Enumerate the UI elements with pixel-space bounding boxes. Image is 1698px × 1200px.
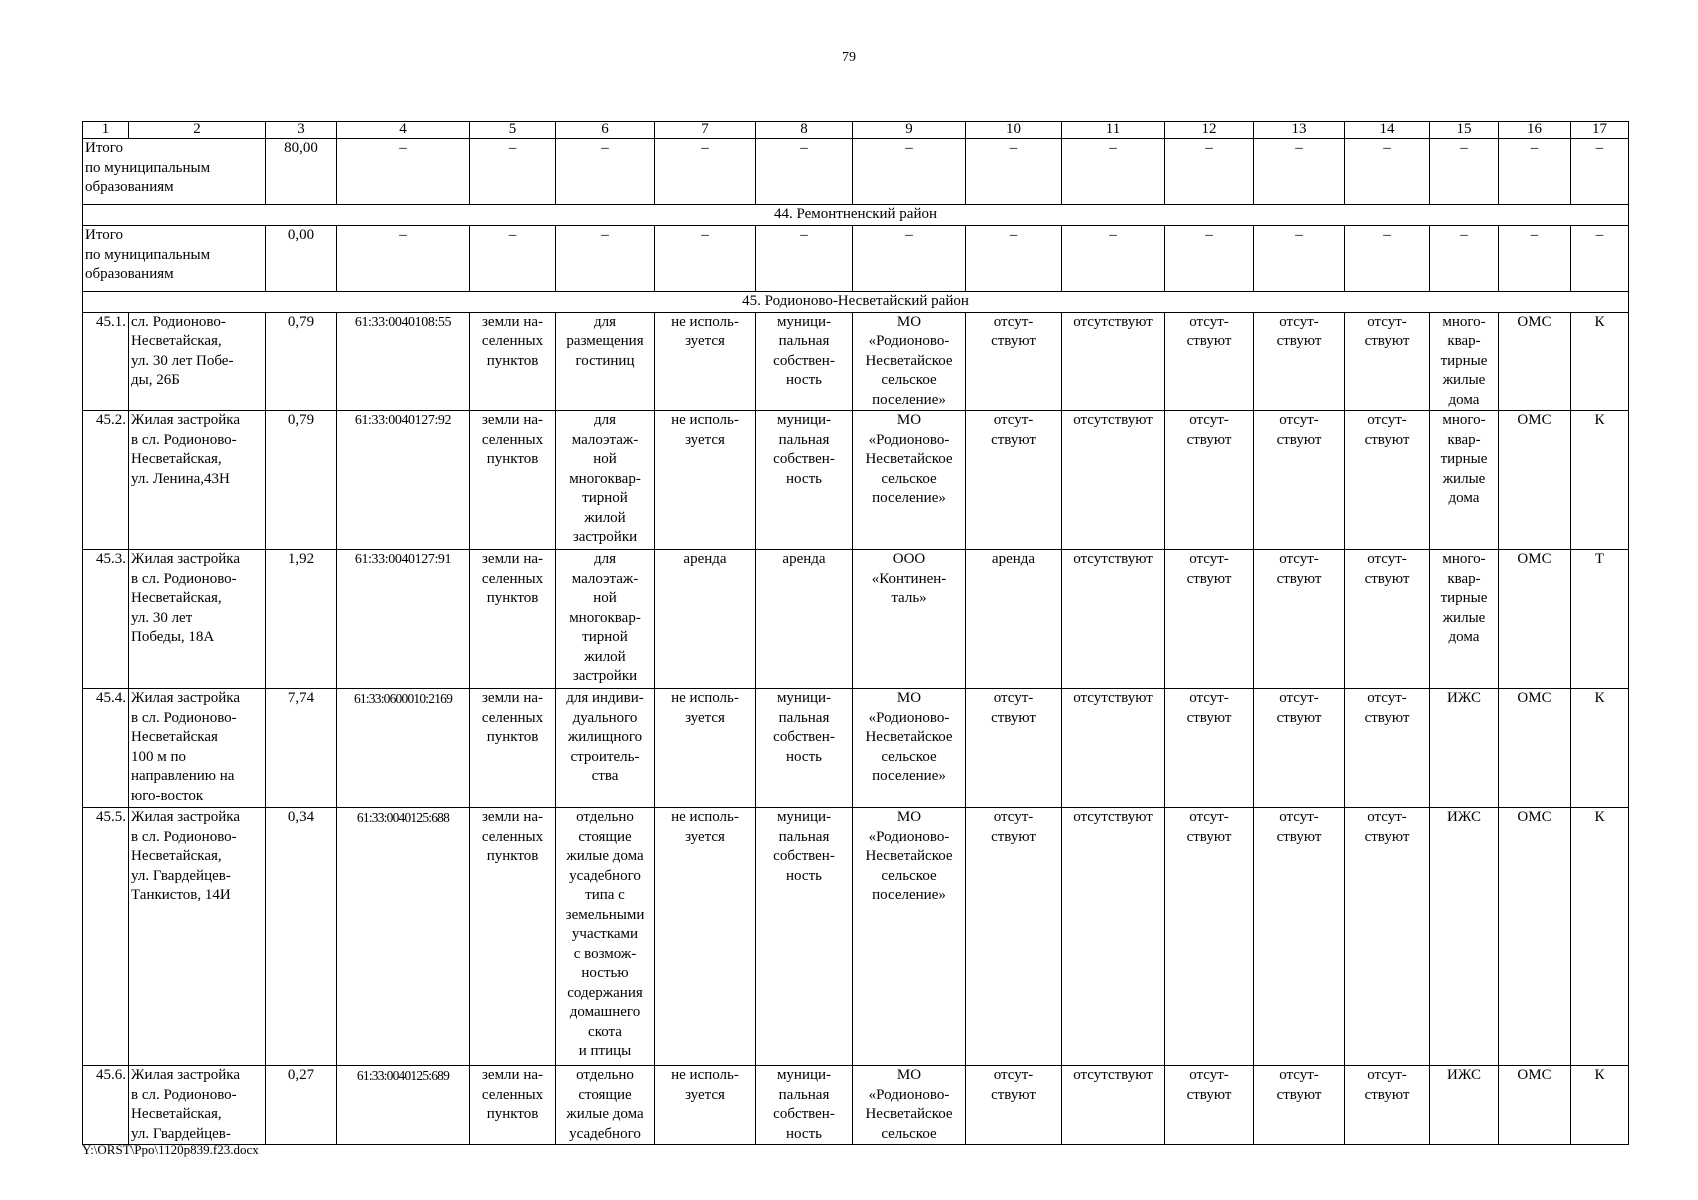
section-row-45 — [83, 292, 1629, 313]
plot-area: 0,79 — [266, 312, 337, 411]
column-number: 1 — [83, 122, 129, 139]
authority: ОМС — [1499, 1066, 1571, 1145]
column-12-value: отсут- ствуют — [1186, 1067, 1232, 1103]
owner: МО «Родионово- Несветайское сельское поселение» — [865, 690, 953, 784]
cadastral-number: 61:33:0040108:55 — [337, 312, 470, 411]
dash-cell: – — [556, 139, 655, 205]
ownership-form: муници- пальная собствен- ность — [773, 412, 835, 487]
column-number: 9 — [853, 122, 966, 139]
dash-cell: – — [1345, 139, 1430, 205]
column-number: 16 — [1499, 122, 1571, 139]
land-category: земли на- селенных пунктов — [481, 551, 544, 606]
column-14-value: отсут- ствуют — [1364, 551, 1410, 587]
dash-cell: – — [655, 139, 756, 205]
total-area: 80,00 — [266, 139, 337, 205]
column-12-value: отсут- ствуют — [1186, 313, 1232, 349]
table-row — [83, 808, 1629, 1066]
column-13-value: отсут- ствуют — [1276, 1067, 1322, 1103]
authority: ОМС — [1499, 312, 1571, 411]
section-row-44 — [83, 205, 1629, 226]
authority: ОМС — [1499, 808, 1571, 1066]
encumbrances: отсут- ствуют — [991, 1067, 1036, 1103]
row-number: 45.5. — [83, 808, 129, 1066]
column-number: 14 — [1345, 122, 1430, 139]
dash-cell: – — [1499, 226, 1571, 292]
column-13-value: отсут- ствуют — [1276, 551, 1322, 587]
dash-cell: – — [337, 226, 470, 292]
table-row — [83, 411, 1629, 550]
permitted-use: для малоэтаж- ной многоквар- тирной жилой застройки — [569, 551, 641, 684]
usage-status: аренда — [683, 551, 727, 567]
type-code: К — [1571, 689, 1629, 808]
column-12-value: отсут- ствуют — [1186, 809, 1232, 845]
land-plots-table-wrap — [82, 121, 1628, 1145]
building-type: ИЖС — [1447, 1067, 1481, 1083]
column-13-value: отсут- ствуют — [1276, 412, 1322, 448]
column-number: 5 — [470, 122, 556, 139]
plot-address: Жилая застройка в сл. Родионово- Несветайская, ул. 30 лет Победы, 18А — [131, 551, 240, 645]
permitted-use: отдельно стоящие жилые дома усадебного типа с земельными участками с возмож- ностью содержания домашнего скота и птицы — [565, 809, 645, 1059]
encumbrances: аренда — [991, 551, 1036, 567]
type-code: К — [1571, 411, 1629, 550]
dash-cell: – — [470, 139, 556, 205]
dash-cell: – — [1430, 226, 1499, 292]
restrictions: отсутствуют — [1062, 550, 1165, 689]
dash-cell: – — [1499, 139, 1571, 205]
dash-cell: – — [756, 139, 853, 205]
dash-cell: – — [337, 139, 470, 205]
row-number: 45.6. — [83, 1066, 129, 1145]
building-type: ИЖС — [1447, 690, 1481, 706]
total-area: 0,00 — [266, 226, 337, 292]
dash-cell: – — [1571, 139, 1629, 205]
dash-cell: – — [655, 226, 756, 292]
dash-cell: – — [1165, 226, 1254, 292]
column-number-row — [83, 122, 1629, 139]
land-category: земли на- селенных пунктов — [481, 1067, 544, 1122]
type-code: К — [1571, 808, 1629, 1066]
dash-cell: – — [1345, 226, 1430, 292]
dash-cell: – — [1254, 139, 1345, 205]
dash-cell: – — [1165, 139, 1254, 205]
column-number: 15 — [1430, 122, 1499, 139]
column-number: 13 — [1254, 122, 1345, 139]
restrictions: отсутствуют — [1062, 411, 1165, 550]
encumbrances: отсут- ствуют — [991, 690, 1036, 726]
section-heading: 45. Родионово-Несветайский район — [83, 292, 1629, 313]
owner: МО «Родионово- Несветайское сельское поселение» — [865, 412, 953, 506]
table-row — [83, 689, 1629, 808]
plot-area: 1,92 — [266, 550, 337, 689]
land-category: земли на- селенных пунктов — [481, 412, 544, 467]
table-row — [83, 1066, 1629, 1145]
authority: ОМС — [1499, 550, 1571, 689]
encumbrances: отсут- ствуют — [991, 412, 1036, 448]
land-category: земли на- селенных пунктов — [481, 809, 544, 864]
dash-cell: – — [470, 226, 556, 292]
dash-cell: – — [966, 226, 1062, 292]
table-row — [83, 312, 1629, 411]
plot-area: 0,34 — [266, 808, 337, 1066]
restrictions: отсутствуют — [1062, 312, 1165, 411]
plot-address: Жилая застройка в сл. Родионово- Несветайская, ул. Гвардейцев- Танкистов, 14И — [131, 809, 240, 903]
column-12-value: отсут- ствуют — [1186, 690, 1232, 726]
owner: МО «Родионово- Несветайское сельское — [865, 1067, 953, 1142]
ownership-form: аренда — [782, 551, 826, 567]
plot-area: 7,74 — [266, 689, 337, 808]
ownership-form: муници- пальная собствен- ность — [773, 809, 835, 884]
cadastral-number: 61:33:0040125:688 — [337, 808, 470, 1066]
column-14-value: отсут- ствуют — [1364, 690, 1410, 726]
usage-status: не исполь- зуется — [671, 809, 739, 845]
building-type: много- квар- тирные жилые дома — [1440, 412, 1488, 506]
owner: МО «Родионово- Несветайское сельское поселение» — [865, 313, 953, 408]
dash-cell: – — [1062, 226, 1165, 292]
dash-cell: – — [966, 139, 1062, 205]
type-code: Т — [1571, 550, 1629, 689]
cadastral-number: 61:33:0040127:91 — [337, 550, 470, 689]
dash-cell: – — [1062, 139, 1165, 205]
total-label: Итого по муниципальным образованиям — [85, 227, 211, 282]
page-number: 79 — [842, 50, 856, 65]
cadastral-number: 61:33:0040125:689 — [337, 1066, 470, 1145]
usage-status: не исполь- зуется — [671, 690, 739, 726]
column-number: 11 — [1062, 122, 1165, 139]
dash-cell: – — [853, 139, 966, 205]
column-12-value: отсут- ствуют — [1186, 412, 1232, 448]
total-row-43 — [83, 139, 1629, 205]
permitted-use: для индиви- дуального жилищного строитель- ства — [566, 690, 644, 784]
permitted-use: для размещения гостиниц — [566, 313, 644, 369]
ownership-form: муници- пальная собствен- ность — [773, 313, 835, 388]
building-type: много- квар- тирные жилые дома — [1440, 313, 1488, 408]
column-number: 10 — [966, 122, 1062, 139]
column-12-value: отсут- ствуют — [1186, 551, 1232, 587]
encumbrances: отсут- ствуют — [991, 313, 1036, 349]
dash-cell: – — [1254, 226, 1345, 292]
usage-status: не исполь- зуется — [671, 313, 739, 349]
restrictions: отсутствуют — [1062, 1066, 1165, 1145]
type-code: К — [1571, 312, 1629, 411]
dash-cell: – — [1571, 226, 1629, 292]
dash-cell: – — [853, 226, 966, 292]
building-type: ИЖС — [1447, 809, 1481, 825]
dash-cell: – — [1430, 139, 1499, 205]
authority: ОМС — [1499, 689, 1571, 808]
column-number: 8 — [756, 122, 853, 139]
row-number: 45.3. — [83, 550, 129, 689]
column-number: 12 — [1165, 122, 1254, 139]
authority: ОМС — [1499, 411, 1571, 550]
column-number: 6 — [556, 122, 655, 139]
land-plots-table — [82, 121, 1629, 1145]
plot-address: Жилая застройка в сл. Родионово- Несветайская, ул. Ленина,43Н — [131, 412, 240, 487]
plot-address: сл. Родионово- Несветайская, ул. 30 лет Побе- ды, 26Б — [131, 313, 234, 388]
cadastral-number: 61:33:0040127:92 — [337, 411, 470, 550]
row-number: 45.4. — [83, 689, 129, 808]
ownership-form: муници- пальная собствен- ность — [773, 690, 835, 765]
column-13-value: отсут- ствуют — [1276, 809, 1322, 845]
owner: ООО «Континен- таль» — [871, 551, 947, 606]
column-number: 4 — [337, 122, 470, 139]
restrictions: отсутствуют — [1062, 808, 1165, 1066]
section-heading: 44. Ремонтненский район — [83, 205, 1629, 226]
column-14-value: отсут- ствуют — [1364, 313, 1410, 349]
dash-cell: – — [756, 226, 853, 292]
total-row-44 — [83, 226, 1629, 292]
building-type: много- квар- тирные жилые дома — [1440, 551, 1488, 645]
total-label: Итого по муниципальным образованиям — [85, 140, 211, 195]
permitted-use: отдельно стоящие жилые дома усадебного — [566, 1067, 644, 1142]
column-14-value: отсут- ствуют — [1364, 1067, 1410, 1103]
type-code: К — [1571, 1066, 1629, 1145]
column-number: 7 — [655, 122, 756, 139]
land-category: земли на- селенных пунктов — [481, 690, 544, 745]
restrictions: отсутствуют — [1062, 689, 1165, 808]
file-path-footer: Y:\ORST\Ppo\1120p839.f23.docx — [82, 1142, 259, 1157]
dash-cell: – — [556, 226, 655, 292]
plot-address: Жилая застройка в сл. Родионово- Несветайская, ул. Гвардейцев- — [131, 1067, 240, 1142]
column-number: 2 — [129, 122, 266, 139]
cadastral-number: 61:33:0600010:2169 — [337, 689, 470, 808]
ownership-form: муници- пальная собствен- ность — [773, 1067, 835, 1142]
column-14-value: отсут- ствуют — [1364, 412, 1410, 448]
encumbrances: отсут- ствуют — [991, 809, 1036, 845]
table-row — [83, 550, 1629, 689]
column-14-value: отсут- ствуют — [1364, 809, 1410, 845]
plot-area: 0,27 — [266, 1066, 337, 1145]
plot-area: 0,79 — [266, 411, 337, 550]
column-13-value: отсут- ствуют — [1276, 313, 1322, 349]
column-number: 17 — [1571, 122, 1629, 139]
column-number: 3 — [266, 122, 337, 139]
plot-address: Жилая застройка в сл. Родионово- Несветайская 100 м по направлению на юго-восток — [131, 690, 240, 804]
land-category: земли на- селенных пунктов — [481, 313, 544, 369]
row-number: 45.1. — [83, 312, 129, 411]
column-13-value: отсут- ствуют — [1276, 690, 1322, 726]
owner: МО «Родионово- Несветайское сельское поселение» — [865, 809, 953, 903]
row-number: 45.2. — [83, 411, 129, 550]
usage-status: не исполь- зуется — [671, 1067, 739, 1103]
usage-status: не исполь- зуется — [671, 412, 739, 448]
permitted-use: для малоэтаж- ной многоквар- тирной жилой застройки — [569, 412, 641, 545]
